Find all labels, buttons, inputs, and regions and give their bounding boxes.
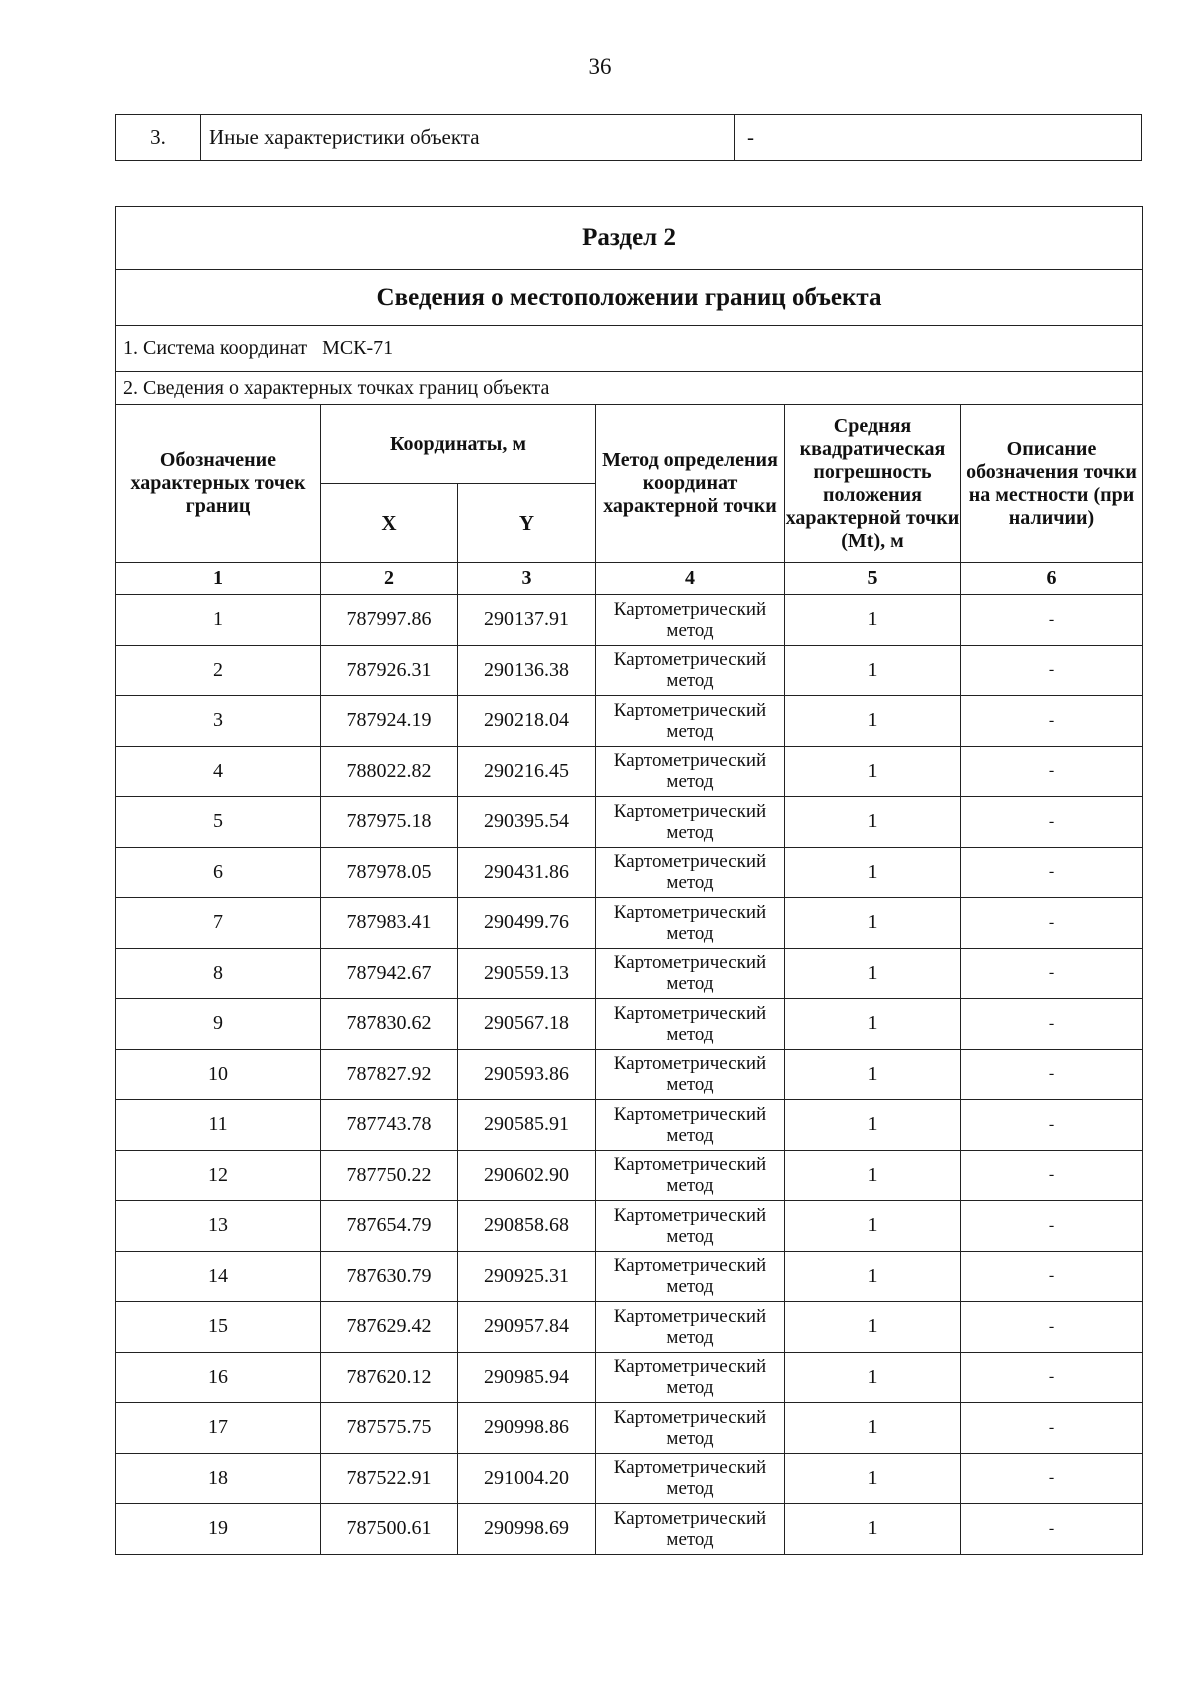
section-subtitle: Сведения о местоположении границ объекта [116, 270, 1143, 326]
section-subtitle-row [116, 270, 1143, 326]
method: Картометрический метод [596, 746, 785, 797]
table-row [116, 948, 1143, 999]
method: Картометрический метод [596, 1049, 785, 1100]
coord-x: 788022.82 [321, 746, 458, 797]
coord-system-value: МСК-71 [322, 337, 394, 359]
section-title-row [116, 207, 1143, 270]
coord-y: 290137.91 [458, 595, 596, 646]
table-row [116, 746, 1143, 797]
point-number: 9 [116, 999, 321, 1050]
coord-y: 290957.84 [458, 1302, 596, 1353]
column-number: 3 [458, 563, 596, 595]
mt-error: 1 [785, 1504, 961, 1555]
coord-x: 787654.79 [321, 1201, 458, 1252]
method: Картометрический метод [596, 1251, 785, 1302]
coord-y: 290998.69 [458, 1504, 596, 1555]
table-row [116, 999, 1143, 1050]
point-number: 13 [116, 1201, 321, 1252]
coord-x: 787830.62 [321, 999, 458, 1050]
point-number: 17 [116, 1403, 321, 1454]
coord-y: 290218.04 [458, 696, 596, 747]
point-number: 10 [116, 1049, 321, 1100]
mt-error: 1 [785, 595, 961, 646]
point-number: 11 [116, 1100, 321, 1151]
description: - [961, 1352, 1143, 1403]
header-description: Описание обозначения точки на местности (при наличии) [961, 405, 1143, 563]
description: - [961, 1504, 1143, 1555]
method: Картометрический метод [596, 1201, 785, 1252]
coord-system-row [116, 326, 1143, 372]
method: Картометрический метод [596, 595, 785, 646]
method: Картометрический метод [596, 948, 785, 999]
coord-x: 787978.05 [321, 847, 458, 898]
table-row [116, 1302, 1143, 1353]
description: - [961, 1403, 1143, 1454]
header-row [116, 405, 1143, 484]
description: - [961, 847, 1143, 898]
description: - [961, 898, 1143, 949]
table-row [116, 1453, 1143, 1504]
mt-error: 1 [785, 1150, 961, 1201]
mt-error: 1 [785, 645, 961, 696]
description: - [961, 1302, 1143, 1353]
header-coordinates: Координаты, м [321, 405, 596, 484]
row-label: Иные характеристики объекта [201, 115, 735, 161]
mt-error: 1 [785, 999, 961, 1050]
coord-y: 290998.86 [458, 1403, 596, 1454]
description: - [961, 1049, 1143, 1100]
coord-x: 787630.79 [321, 1251, 458, 1302]
table-row [116, 1049, 1143, 1100]
coord-x: 787620.12 [321, 1352, 458, 1403]
method: Картометрический метод [596, 645, 785, 696]
mt-error: 1 [785, 746, 961, 797]
table-row [116, 1352, 1143, 1403]
mt-error: 1 [785, 1403, 961, 1454]
table-row [116, 696, 1143, 747]
point-number: 7 [116, 898, 321, 949]
point-number: 19 [116, 1504, 321, 1555]
method: Картометрический метод [596, 797, 785, 848]
table-row [116, 1504, 1143, 1555]
point-number: 5 [116, 797, 321, 848]
coord-y: 290499.76 [458, 898, 596, 949]
table-row [116, 1100, 1143, 1151]
coord-y: 290559.13 [458, 948, 596, 999]
coord-x: 787629.42 [321, 1302, 458, 1353]
point-number: 3 [116, 696, 321, 747]
method: Картометрический метод [596, 898, 785, 949]
mt-error: 1 [785, 797, 961, 848]
column-numbers-row [116, 563, 1143, 595]
table-row [116, 898, 1143, 949]
mt-error: 1 [785, 1302, 961, 1353]
coord-y: 290925.31 [458, 1251, 596, 1302]
method: Картометрический метод [596, 1504, 785, 1555]
mt-error: 1 [785, 1453, 961, 1504]
table-row [116, 115, 1142, 161]
description: - [961, 1201, 1143, 1252]
coord-y: 290216.45 [458, 746, 596, 797]
points-label: 2. Сведения о характерных точках границ объекта [116, 372, 1143, 405]
table-row [116, 1403, 1143, 1454]
mt-error: 1 [785, 898, 961, 949]
header-error: Средняя квадратическая погрешность положения характерной точки (Mt), м [785, 405, 961, 563]
coord-y: 290431.86 [458, 847, 596, 898]
coord-y: 290858.68 [458, 1201, 596, 1252]
coord-y: 290136.38 [458, 645, 596, 696]
coord-y: 290602.90 [458, 1150, 596, 1201]
table-row [116, 1201, 1143, 1252]
coord-x: 787743.78 [321, 1100, 458, 1151]
point-number: 6 [116, 847, 321, 898]
coord-x: 787522.91 [321, 1453, 458, 1504]
mt-error: 1 [785, 1251, 961, 1302]
point-number: 18 [116, 1453, 321, 1504]
mt-error: 1 [785, 696, 961, 747]
description: - [961, 746, 1143, 797]
description: - [961, 797, 1143, 848]
column-number: 5 [785, 563, 961, 595]
table-row [116, 1251, 1143, 1302]
method: Картометрический метод [596, 1403, 785, 1454]
coord-y: 290395.54 [458, 797, 596, 848]
mt-error: 1 [785, 1352, 961, 1403]
coord-system [116, 326, 1143, 372]
method: Картометрический метод [596, 1150, 785, 1201]
mt-error: 1 [785, 1201, 961, 1252]
row-number: 3. [116, 115, 201, 161]
coord-x: 787942.67 [321, 948, 458, 999]
header-y: Y [458, 484, 596, 563]
coord-y: 291004.20 [458, 1453, 596, 1504]
description: - [961, 1150, 1143, 1201]
point-number: 1 [116, 595, 321, 646]
mt-error: 1 [785, 1049, 961, 1100]
points-label-row [116, 372, 1143, 405]
coord-y: 290593.86 [458, 1049, 596, 1100]
method: Картометрический метод [596, 1453, 785, 1504]
row-value: - [735, 115, 1142, 161]
coord-y: 290985.94 [458, 1352, 596, 1403]
boundary-points-table [115, 206, 1143, 1555]
method: Картометрический метод [596, 1352, 785, 1403]
point-number: 4 [116, 746, 321, 797]
description: - [961, 1251, 1143, 1302]
header-designation: Обозначение характерных точек границ [116, 405, 321, 563]
coord-x: 787975.18 [321, 797, 458, 848]
section-title: Раздел 2 [116, 207, 1143, 270]
coord-x: 787997.86 [321, 595, 458, 646]
coord-y: 290585.91 [458, 1100, 596, 1151]
mt-error: 1 [785, 1100, 961, 1151]
header-x: X [321, 484, 458, 563]
coord-x: 787500.61 [321, 1504, 458, 1555]
point-number: 12 [116, 1150, 321, 1201]
table-row [116, 847, 1143, 898]
method: Картометрический метод [596, 1100, 785, 1151]
point-number: 8 [116, 948, 321, 999]
point-number: 15 [116, 1302, 321, 1353]
point-number: 16 [116, 1352, 321, 1403]
point-number: 14 [116, 1251, 321, 1302]
description: - [961, 696, 1143, 747]
table-row [116, 595, 1143, 646]
coord-x: 787827.92 [321, 1049, 458, 1100]
object-characteristics-table [115, 114, 1142, 161]
table-row [116, 645, 1143, 696]
description: - [961, 595, 1143, 646]
method: Картометрический метод [596, 696, 785, 747]
column-number: 2 [321, 563, 458, 595]
description: - [961, 1100, 1143, 1151]
method: Картометрический метод [596, 847, 785, 898]
coord-y: 290567.18 [458, 999, 596, 1050]
description: - [961, 999, 1143, 1050]
column-number: 6 [961, 563, 1143, 595]
coord-system-label: 1. Система координат [123, 337, 308, 359]
description: - [961, 948, 1143, 999]
column-number: 1 [116, 563, 321, 595]
page-number: 36 [588, 54, 612, 79]
description: - [961, 1453, 1143, 1504]
method: Картометрический метод [596, 1302, 785, 1353]
column-number: 4 [596, 563, 785, 595]
table-row [116, 797, 1143, 848]
coord-x: 787926.31 [321, 645, 458, 696]
mt-error: 1 [785, 948, 961, 999]
method: Картометрический метод [596, 999, 785, 1050]
coord-x: 787983.41 [321, 898, 458, 949]
header-method: Метод определения координат характерной точки [596, 405, 785, 563]
mt-error: 1 [785, 847, 961, 898]
coord-x: 787575.75 [321, 1403, 458, 1454]
coord-x: 787924.19 [321, 696, 458, 747]
point-number: 2 [116, 645, 321, 696]
description: - [961, 645, 1143, 696]
coord-x: 787750.22 [321, 1150, 458, 1201]
table-row [116, 1150, 1143, 1201]
